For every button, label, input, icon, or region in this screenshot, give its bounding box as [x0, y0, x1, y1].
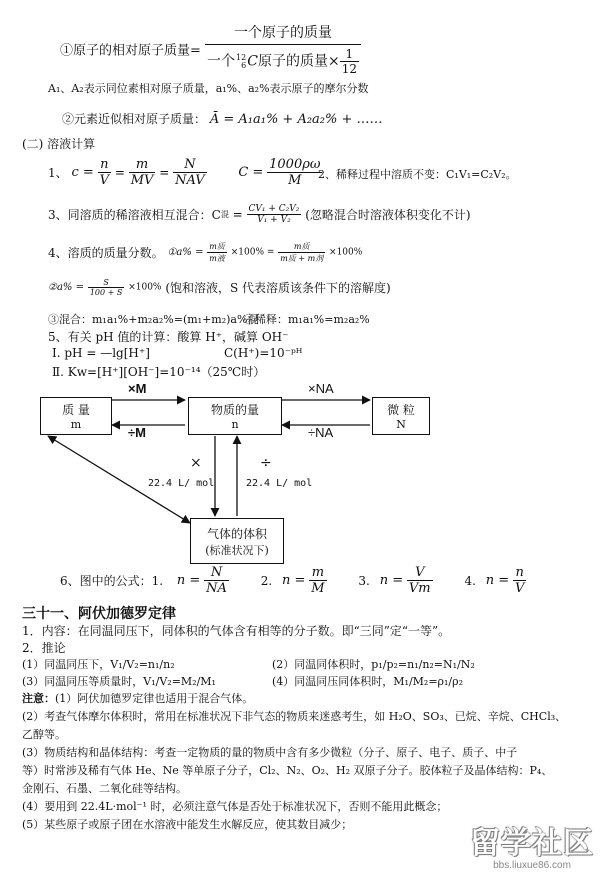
f1-fraction [204, 565, 229, 596]
solute-over-sum [278, 241, 325, 264]
box-particles [372, 397, 430, 435]
dilution-mass-rule: ④稀释：m₁a₁%=m₂a₂% [244, 313, 370, 326]
mass-fraction-formula [48, 241, 362, 264]
one-twelfth-fraction [340, 47, 359, 76]
saturated-mass-fraction [48, 278, 391, 297]
num: V [407, 565, 433, 581]
isotope-note: A₁、A₂表示同位素相对原子质量，a₁%、a₂%表示原子的摩尔分数 [48, 82, 369, 95]
label-times-sign: × [190, 455, 202, 471]
formula-label: ①原子的相对原子质量= [60, 43, 201, 59]
f2-number: 2. [260, 573, 273, 588]
relative-mass-fraction [205, 22, 361, 76]
corollary-4: (4）同温同压同体积时，M₁/M₂=ρ₁/ρ₂ [272, 675, 464, 688]
den: V₁ + V₂ [257, 215, 291, 225]
mixing-mass-rule: ③混合：m₁a₁%+m₂a₂%=(m₁+m₂)a%混 [48, 313, 259, 326]
mixing-note: (忽略混合时溶液体积变化不计) [305, 208, 471, 222]
num: m [129, 157, 156, 173]
s-over-100s [88, 278, 125, 297]
num: m [309, 565, 326, 581]
den: NAV [175, 173, 205, 188]
den-suffix: 原子的质量× [257, 53, 340, 70]
dilution-rule: 2、稀释过程中溶质不变：C₁V₁=C₂V₂。 [318, 168, 517, 181]
label-molar-volume-right: 22.4 L/ mol [246, 478, 313, 489]
label-div-na: ÷NA [308, 425, 334, 440]
frac-den: 12 [341, 62, 357, 76]
times-100-end: ×100% [329, 247, 363, 258]
a-lhs: ①a% = [167, 247, 204, 258]
box-amount-label: 物质的量 [210, 403, 259, 417]
watermark-url: bbs.liuxue86.com [493, 860, 571, 871]
times-100: ×100% = [230, 247, 275, 258]
relative-atomic-mass-formula [60, 22, 361, 76]
C-lhs: C = [238, 165, 264, 180]
num: N [173, 157, 207, 173]
mixing-formula: 3、同溶质的稀溶液相互混合：C混 = $\frac{\text{CV₁ + C₂V₂}}{\text{V₁ + V₂}}$ (忽略混合时溶液体积变化不计) [48, 204, 471, 225]
box-gas-label: 气体的体积 [206, 527, 267, 541]
num: 1000ρω [269, 157, 321, 172]
label-times-m: ×M [128, 381, 147, 396]
box-mass-symbol: m [70, 418, 82, 431]
c-lhs: c = [71, 165, 94, 180]
mix-subscript: 混 [220, 210, 229, 219]
f4-fraction [513, 565, 526, 596]
corollary-3: (3）同温同压等质量时，V₁/V₂=M₂/M₁ [22, 675, 216, 688]
mass-number: 12 [236, 52, 247, 62]
corollary-2: (2）同温同体积时，p₁/p₂=n₁/n₂=N₁/N₂ [272, 658, 475, 671]
num: m质 [278, 241, 325, 253]
den: V [514, 581, 525, 596]
den: M [288, 173, 302, 188]
kw-formula: Ⅱ. Kw=[H⁺][OH⁻]=10⁻¹⁴（25℃时） [52, 365, 266, 379]
den: Vm [408, 581, 431, 596]
isotope-notation [236, 54, 246, 70]
corollary-heading: 2．推论 [22, 641, 66, 655]
element-average-mass [62, 110, 383, 127]
box-particles-symbol: N [396, 418, 406, 431]
f4-lhs: n = [485, 573, 510, 588]
num: m质 [209, 242, 225, 251]
equals: = [159, 165, 170, 180]
den: V [99, 173, 109, 188]
a-lhs: ②a% = [48, 282, 84, 293]
box-gas-volume [190, 518, 284, 564]
den: MV [130, 173, 154, 188]
fraction-denominator [205, 45, 361, 76]
mass-fraction-label: 4、溶质的质量分数。 [48, 246, 164, 260]
ph-formula: Ⅰ. pH = —lg[H⁺] [52, 346, 150, 360]
note-5: (5）某些原子或原子团在水溶液中能发生水解反应，使其数目减少； [22, 818, 353, 831]
note-label: 注意： [22, 692, 55, 705]
diagram-formulas [60, 565, 526, 599]
box-gas-sub: (标准状况下) [205, 544, 269, 557]
n-over-v [98, 157, 111, 188]
h-concentration: C(H⁺)=10⁻ᵖᴴ [224, 346, 303, 360]
num: N [204, 565, 229, 581]
frac-num: 1 [340, 47, 359, 62]
box-particles-label: 微 粒 [387, 403, 415, 417]
num: CV₁ + C₂V₂ [248, 204, 300, 214]
item-number: 1、 [48, 166, 68, 180]
den: M [311, 581, 325, 596]
concentration-formula [48, 157, 322, 191]
num: S [88, 278, 125, 288]
label-molar-volume-left: 22.4 L/ mol [148, 478, 215, 489]
box-mass-label: 质 量 [62, 403, 90, 417]
note-2a: (2）考查气体摩尔体积时，常用在标准状况下非气态的物质来迷惑考生，如 H₂O、SO₃、已烷、辛烷、CHCl₃、 [22, 710, 567, 723]
f4-number: 4. [464, 573, 476, 588]
watermark [462, 818, 602, 871]
note-3c: 金刚石、石墨、二氧化硅等结构。 [22, 782, 187, 795]
f3-fraction [407, 565, 433, 596]
label-times-na: ×NA [308, 381, 334, 396]
den-prefix: 一个 [207, 53, 236, 70]
f2-fraction [309, 565, 326, 596]
mixing-label: 3、同溶质的稀溶液相互混合：C [48, 208, 221, 222]
solution-heading: (二) 溶液计算 [22, 137, 96, 151]
f1-lhs: n = [176, 573, 201, 588]
den: NA [206, 581, 227, 596]
m-over-mv [129, 157, 156, 188]
note-4: (4）要用到 22.4L·mol⁻¹ 时，必须注意气体是否处于标准状况下，否则不能用此概念； [22, 800, 448, 813]
solute-over-solution [207, 241, 227, 264]
note-1: (1）阿伏加德罗定律也适用于混合气体。 [55, 692, 254, 705]
numerator-text: 一个原子的质量 [234, 25, 332, 41]
element-formula: Ā = A₁a₁% + A₂a₂% + …… [209, 112, 383, 127]
f2-lhs: n = [282, 573, 306, 588]
label-div-sign: ÷ [260, 455, 272, 471]
num: n [98, 157, 111, 173]
n-over-nav [173, 157, 207, 188]
note-3b: 等）时常涉及稀有气体 He、Ne 等单原子分子，Cl₂、N₂、O₂、H₂ 双原子分子。胶体粒子及晶体结构：P₄、 [22, 764, 553, 777]
law-content: 1．内容：在同温同压下，同体积的气体含有相等的分子数。即“三同”定“一等”。 [22, 624, 451, 638]
rho-fraction [267, 157, 322, 188]
mixing-fraction [247, 204, 302, 225]
num: n [513, 565, 526, 581]
note-3a: (3）物质结构和晶体结构：考查一定物质的量的物质中含有多少微粒（分子、原子、电子、质子、中子 [22, 746, 518, 759]
formulas-prefix: 6、图中的公式：1. [60, 574, 164, 588]
label-div-m: ÷M [128, 425, 146, 440]
box-amount [188, 397, 282, 435]
equals: = [114, 165, 125, 180]
note-2b: 乙醇等。 [22, 728, 66, 741]
den: m质 + m剂 [280, 254, 324, 263]
saturated-note: (饱和溶液，S 代表溶质该条件下的溶解度) [165, 281, 391, 295]
atomic-number: 6 [241, 60, 247, 70]
box-amount-symbol: n [231, 418, 239, 431]
element-label: ②元素近似相对原子质量： [62, 112, 207, 126]
section-title: 三十一、阿伏加德罗定律 [22, 606, 176, 622]
watermark-logo: 留学社区 [470, 827, 594, 860]
ph-heading: 5、有关 pH 值的计算：酸算 H⁺，碱算 OH⁻ [48, 330, 289, 344]
f3-lhs: n = [379, 573, 404, 588]
corollary-1: (1）同温同压下，V₁/V₂=n₁/n₂ [22, 658, 175, 671]
carbon-symbol: C [247, 53, 258, 70]
den: m液 [209, 254, 225, 263]
den: 100 + S [89, 288, 123, 297]
f3-number: 3. [358, 573, 370, 588]
times-100: ×100% [128, 282, 162, 293]
box-mass [40, 397, 112, 435]
fraction-numerator [205, 22, 361, 45]
note-1-line [22, 690, 253, 706]
